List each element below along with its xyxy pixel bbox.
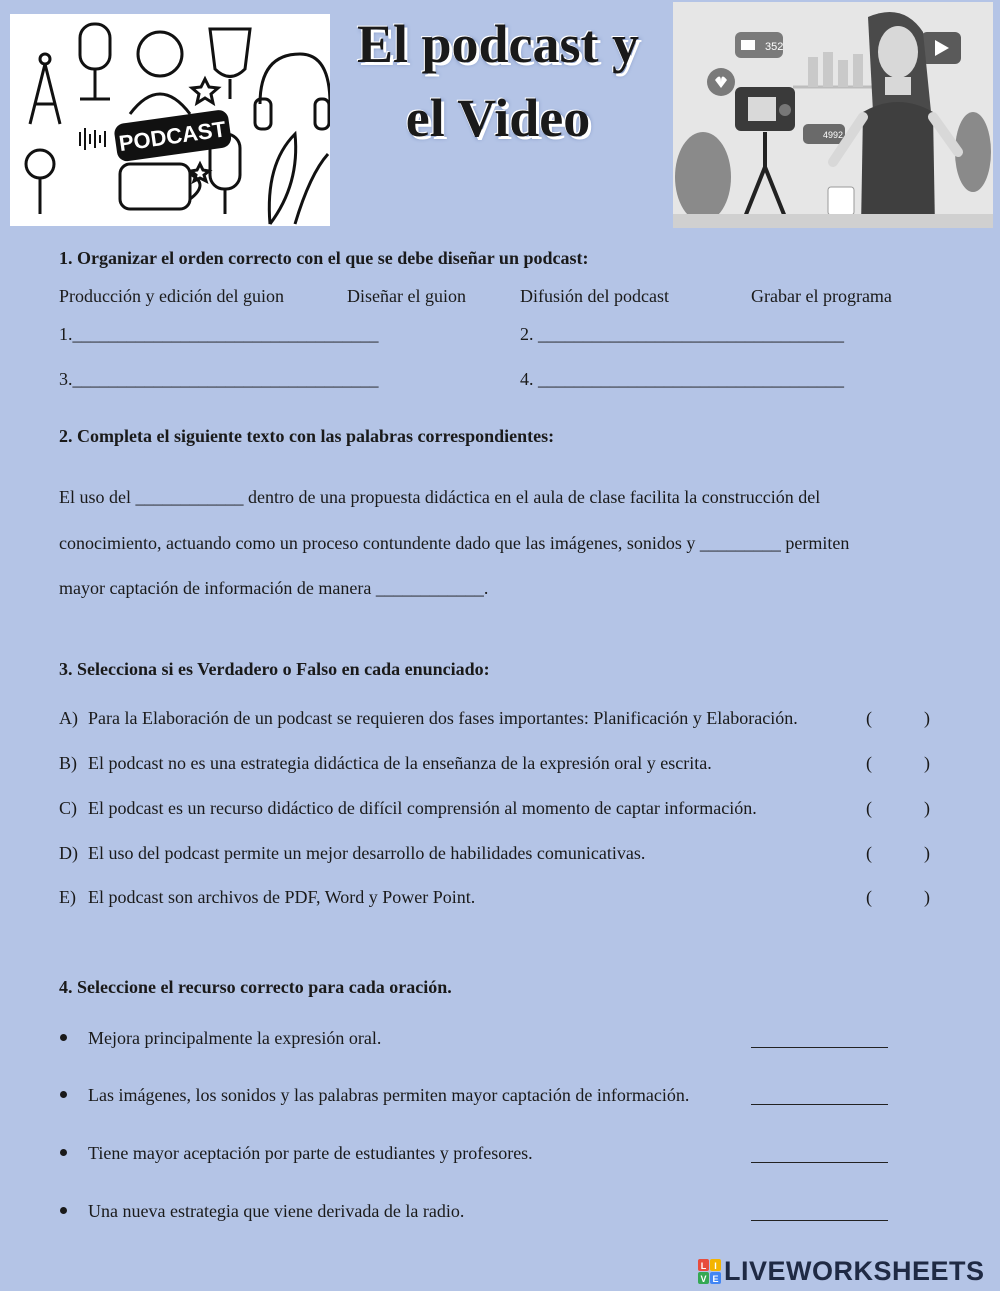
- like-bubble-icon: [735, 32, 783, 58]
- q3-heading: 3. Selecciona si es Verdadero o Falso en cada enunciado:: [59, 659, 490, 679]
- q4-item-text: Una nueva estrategia que viene derivada de la radio.: [88, 1201, 465, 1221]
- q4-answer-line[interactable]: [751, 1104, 888, 1105]
- svg-text:V: V: [700, 1274, 707, 1284]
- q4-heading: 4. Seleccione el recurso correcto para cada oración.: [59, 977, 452, 997]
- q3-item-letter: C): [59, 798, 77, 818]
- q3-item-text: El uso del podcast permite un mejor desarrollo de habilidades comunicativas.: [88, 843, 646, 863]
- comment-count: 352: [765, 41, 784, 53]
- q3-answer-open[interactable]: (: [866, 843, 872, 863]
- liveworksheets-logo[interactable]: [698, 1256, 996, 1288]
- podcast-badge-text: PODCAST: [117, 116, 228, 157]
- svg-text:E: E: [712, 1274, 719, 1284]
- svg-text:L: L: [700, 1261, 707, 1271]
- q4-item-text: Mejora principalmente la expresión oral.: [88, 1028, 382, 1048]
- q2-text-line-2[interactable]: conocimiento, actuando como un proceso contundente dado que las imágenes, sonidos y _________ permiten: [59, 533, 850, 553]
- liveworksheets-logo-text: LIVEWORKSHEETS: [724, 1256, 985, 1286]
- podcast-doodle-image: [10, 14, 330, 226]
- q3-item-letter: E): [59, 887, 76, 907]
- q3-item-text: Para la Elaboración de un podcast se requieren dos fases importantes: Planificación y Elaboración.: [88, 708, 798, 728]
- q1-option-1: Producción y edición del guion: [59, 286, 284, 306]
- bullet-icon: [60, 1091, 67, 1098]
- q1-heading: 1. Organizar el orden correcto con el que se debe diseñar un podcast:: [59, 248, 589, 268]
- q3-answer-close[interactable]: ): [924, 753, 930, 773]
- vlogger-image: [673, 2, 993, 228]
- q4-item-text: Tiene mayor aceptación por parte de estudiantes y profesores.: [88, 1143, 533, 1163]
- like-count: 4992: [823, 130, 844, 140]
- q2-heading: 2. Completa el siguiente texto con las palabras correspondientes:: [59, 426, 555, 446]
- q3-answer-open[interactable]: (: [866, 887, 872, 907]
- q3-answer-close[interactable]: ): [924, 708, 930, 728]
- q3-item-letter: D): [59, 843, 78, 863]
- bullet-icon: [60, 1149, 67, 1156]
- q1-option-4: Grabar el programa: [751, 286, 892, 306]
- q3-answer-open[interactable]: (: [866, 753, 872, 773]
- q4-answer-line[interactable]: [751, 1220, 888, 1221]
- q3-item-text: El podcast es un recurso didáctico de difícil comprensión al momento de captar información.: [88, 798, 757, 818]
- q3-answer-open[interactable]: (: [866, 708, 872, 728]
- bullet-icon: [60, 1034, 67, 1041]
- q3-item-text: El podcast son archivos de PDF, Word y Power Point.: [88, 887, 476, 907]
- q3-answer-close[interactable]: ): [924, 887, 930, 907]
- q1-blank-2[interactable]: 2. __________________________________: [520, 324, 844, 344]
- q3-answer-close[interactable]: ): [924, 843, 930, 863]
- q1-blank-3[interactable]: 3.__________________________________: [59, 369, 379, 389]
- q2-text-line-1[interactable]: El uso del ____________ dentro de una propuesta didáctica en el aula de clase facilita la construcción del: [59, 487, 821, 507]
- q4-answer-line[interactable]: [751, 1047, 888, 1048]
- q1-option-2: Diseñar el guion: [347, 286, 466, 306]
- bullet-icon: [60, 1207, 67, 1214]
- q4-item-text: Las imágenes, los sonidos y las palabras permiten mayor captación de información.: [88, 1085, 690, 1105]
- q1-blank-4[interactable]: 4. __________________________________: [520, 369, 844, 389]
- q4-answer-line[interactable]: [751, 1162, 888, 1163]
- q3-item-letter: B): [59, 753, 77, 773]
- q2-text-line-3[interactable]: mayor captación de información de manera ____________.: [59, 578, 489, 598]
- page-title-line2: el Video: [405, 88, 591, 148]
- q3-answer-open[interactable]: (: [866, 798, 872, 818]
- page-title-line1: El podcast y: [356, 14, 640, 74]
- q3-answer-close[interactable]: ): [924, 798, 930, 818]
- q1-option-3: Difusión del podcast: [520, 286, 669, 306]
- q3-item-letter: A): [59, 708, 78, 728]
- q3-item-text: El podcast no es una estrategia didáctica de la enseñanza de la expresión oral y escrita.: [88, 753, 712, 773]
- svg-text:I: I: [714, 1261, 717, 1271]
- liveworksheets-badge-icon: [698, 1259, 722, 1285]
- q1-blank-1[interactable]: 1.__________________________________: [59, 324, 379, 344]
